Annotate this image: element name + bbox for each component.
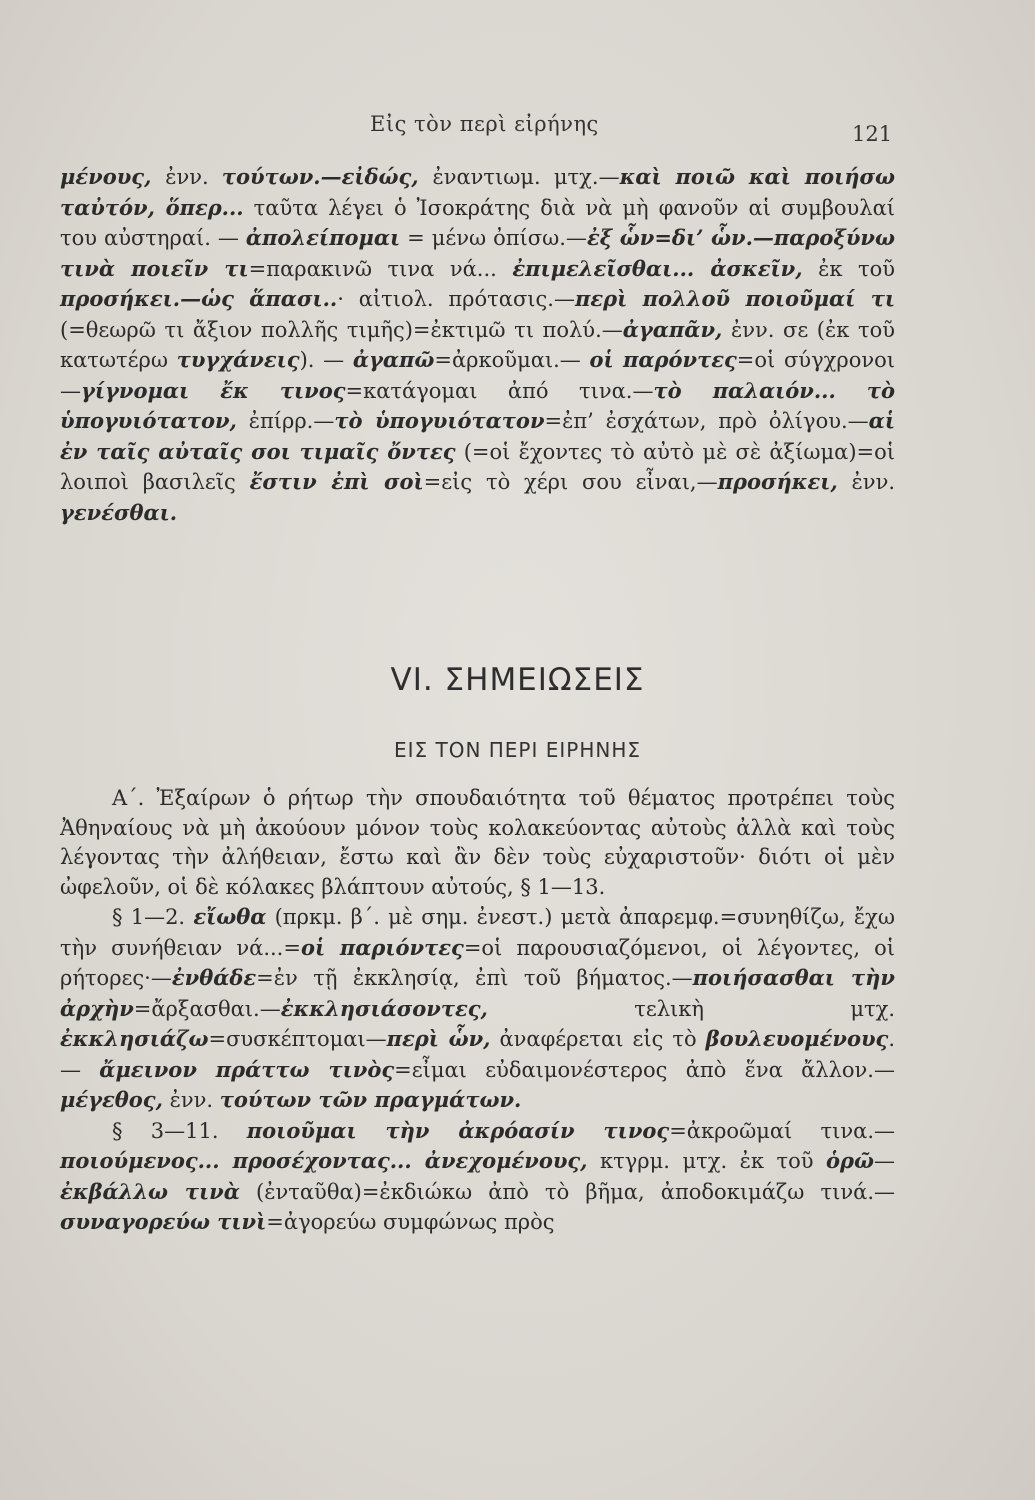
gloss-text: (πρκμ. β΄. μὲ σημ. ἐνεστ.) μετὰ ἀπαρεμφ.=συνηθίζω, ἔχω τὴν συνήθειαν νά...=	[60, 905, 895, 960]
lemma-text: ἐκβάλλω τινὰ	[60, 1178, 240, 1204]
lemma-text: ὁρῶ	[826, 1148, 874, 1173]
lemma-text: γενέσθαι.	[60, 499, 178, 525]
lemma-text: ἀγαπῶ	[352, 347, 435, 372]
gloss-text: ἀναφέρεται εἰς τὸ	[490, 1027, 706, 1051]
notes-paragraph	[60, 784, 895, 902]
gloss-text: ἐκ τοῦ	[802, 256, 896, 281]
gloss-text: τελικὴ μτχ.	[487, 996, 895, 1021]
lemma-text: ποιούμενος... προσέχοντας... ἀνεχομένους,	[60, 1148, 588, 1173]
lemma-text: ποιήσασθαι τὴν ἀρχὴν	[60, 965, 895, 1021]
gloss-text: =οἱ παρουσιαζόμενοι, οἱ λέγοντες, οἱ ρήτορες·—	[60, 935, 895, 990]
gloss-text: (ἐνταῦθα)=ἐκδιώκω ἀπὸ τὸ βῆμα, ἀποδοκιμάζω τινά.—	[239, 1179, 896, 1204]
lemma-text: περὶ ὧν,	[386, 1026, 491, 1051]
lemma-text: αἱ ἐν ταῖς αὐταῖς σοι τιμαῖς ὄντες	[60, 408, 895, 464]
lemma-text: μέγεθος,	[60, 1087, 163, 1112]
page-number: 121	[852, 122, 893, 146]
lemma-text: ποιοῦμαι τὴν ἀκρόασίν τινος	[246, 1117, 670, 1143]
lemma-text: ἐπιμελεῖσθαι... ἀσκεῖν,	[512, 255, 803, 281]
gloss-text: =ἀκροῶμαί τινα.—	[669, 1118, 896, 1143]
lemma-text: προσήκει,	[717, 469, 838, 494]
gloss-text: .—	[60, 1027, 895, 1082]
lemma-text: βουλευομένους	[705, 1026, 889, 1051]
notes-paragraph	[60, 902, 895, 1116]
lemma-text: τούτων.—εἰδώς,	[221, 164, 433, 189]
notes-paragraph	[60, 1116, 895, 1238]
lemma-text: ἔστιν ἐπὶ σοὶ	[249, 469, 424, 494]
lemma-text: προσήκει.—ὡς ἅπασι..	[60, 286, 338, 311]
lemma-text: καὶ ποιῶ καὶ ποιήσω ταὐτόν, ὅπερ...	[60, 164, 895, 220]
lemma-text: εἴωθα	[193, 904, 267, 929]
lemma-text: ἀπολείπομαι	[245, 225, 401, 250]
gloss-text: ταῦτα λέγει ὁ Ἰσοκράτης διὰ νὰ μὴ φανοῦν αἱ συμβουλαί του αὐστηραί. —	[60, 195, 895, 250]
lemma-text: τούτων τῶν πραγμάτων.	[219, 1087, 522, 1112]
gloss-text: Α΄. Ἐξαίρων ὁ ρήτωρ τὴν σπουδαιότητα τοῦ θέματος προτρέπει τοὺς Ἀθηναίους νὰ μὴ ἀκούουν μόνον τοὺς κολακεύοντας αὐτοὺς ἀλλὰ καὶ τοὺς λέγοντας τὴν ἀλήθειαν, ἔστω καὶ ἂν δὲν τοὺς εὐχαριστοῦν· διότι οἱ μὲν ὠφελοῦν, οἱ δὲ κόλακες βλάπτουν αὐτούς, § 1—13.	[60, 786, 895, 899]
gloss-text: =ἐπ’ ἐσχάτων, πρὸ ὀλίγου.—	[544, 409, 869, 433]
glossary-block	[60, 162, 895, 528]
lemma-text: οἱ παριόντες	[300, 934, 464, 960]
gloss-text: =ἀγορεύω συμφώνως πρὸς	[266, 1210, 555, 1234]
gloss-text: =ἀρκοῦμαι.—	[434, 348, 590, 372]
gloss-text: =εἰς τὸ χέρι σου εἶναι,—	[423, 470, 718, 494]
gloss-text: § 1—2.	[112, 905, 194, 929]
gloss-text: ἐνν.	[837, 470, 896, 494]
gloss-text: ἐνν.	[162, 1088, 220, 1112]
gloss-text: =εἶμαι εὐδαιμονέστερος ἀπὸ ἕνα ἄλλον.—	[394, 1057, 895, 1082]
gloss-text: =κατάγομαι ἀπό τινα.—	[345, 378, 654, 403]
gloss-text: κτγρμ. μτχ. ἐκ τοῦ	[587, 1149, 827, 1173]
gloss-text: =ἐν τῇ ἐκκλησίᾳ, ἐπὶ τοῦ βήματος.—	[256, 966, 693, 990]
gloss-text: (=οἱ ἔχοντες τὸ αὐτὸ μὲ σὲ ἀξίωμα)=οἱ λοιποὶ βασιλεῖς	[60, 439, 895, 494]
lemma-text: οἱ παρόντες	[589, 347, 737, 372]
notes-block	[60, 784, 895, 1238]
lemma-text: ἄμεινον πράττω τινὸς	[99, 1056, 395, 1082]
lemma-text: περὶ πολλοῦ ποιοῦμαί τι	[574, 286, 895, 311]
gloss-text: § 3—11.	[112, 1118, 247, 1143]
lemma-text: ἐξ ὧν=δι’ ὧν.—παροξύνω τινὰ ποιεῖν τι	[60, 225, 895, 281]
gloss-text: (=θεωρῶ τι ἄξιον πολλῆς τιμῆς)=ἐκτιμῶ τι πολύ.—	[60, 317, 623, 342]
lemma-text: μένους,	[60, 164, 166, 189]
lemma-text: συναγορεύω τινὶ	[60, 1209, 267, 1234]
gloss-text: =οἱ σύγχρονοι—	[60, 348, 895, 403]
section-title: VI. ΣΗΜΕΙΩΣΕΙΣ	[390, 662, 645, 698]
gloss-text: · αἰτιολ. πρότασις.—	[337, 287, 575, 311]
gloss-text: =ἄρξασθαι.—	[133, 996, 281, 1021]
glossary-paragraph	[60, 162, 895, 528]
gloss-text: ἐνν.	[165, 165, 222, 189]
lemma-text: γίγνομαι ἔκ τινος	[81, 377, 346, 403]
gloss-text: ἐναντιωμ. μτχ.—	[432, 165, 620, 189]
lemma-text: ἐνθάδε	[171, 965, 257, 990]
gloss-text: ἐπίρρ.—	[236, 409, 335, 433]
gloss-text: =συσκέπτομαι—	[208, 1027, 387, 1051]
section-subtitle: ΕΙΣ ΤΟΝ ΠΕΡΙ ΕΙΡΗΝΗΣ	[393, 738, 642, 762]
gloss-text: ἐνν. σε (ἐκ τοῦ κατωτέρω	[60, 317, 895, 372]
gloss-text: —	[873, 1149, 895, 1173]
gloss-text: ). —	[299, 348, 353, 372]
lemma-text: ἀγαπᾶν,	[622, 316, 723, 342]
lemma-text: τὸ ὑπογυιότατον	[334, 408, 545, 433]
lemma-text: ἐκκλησιάσοντες,	[280, 995, 488, 1021]
lemma-text: τὸ παλαιόν... τὸ ὑπογυιότατον,	[60, 377, 895, 433]
running-title: Εἰς τὸν περὶ εἰρήνης	[370, 112, 599, 136]
lemma-text: τυγχάνεις	[176, 347, 300, 372]
lemma-text: ἐκκλησιάζω	[60, 1026, 209, 1051]
gloss-text: = μένω ὀπίσω.—	[400, 226, 587, 250]
gloss-text: =παρακινῶ τινα νά...	[248, 256, 513, 281]
